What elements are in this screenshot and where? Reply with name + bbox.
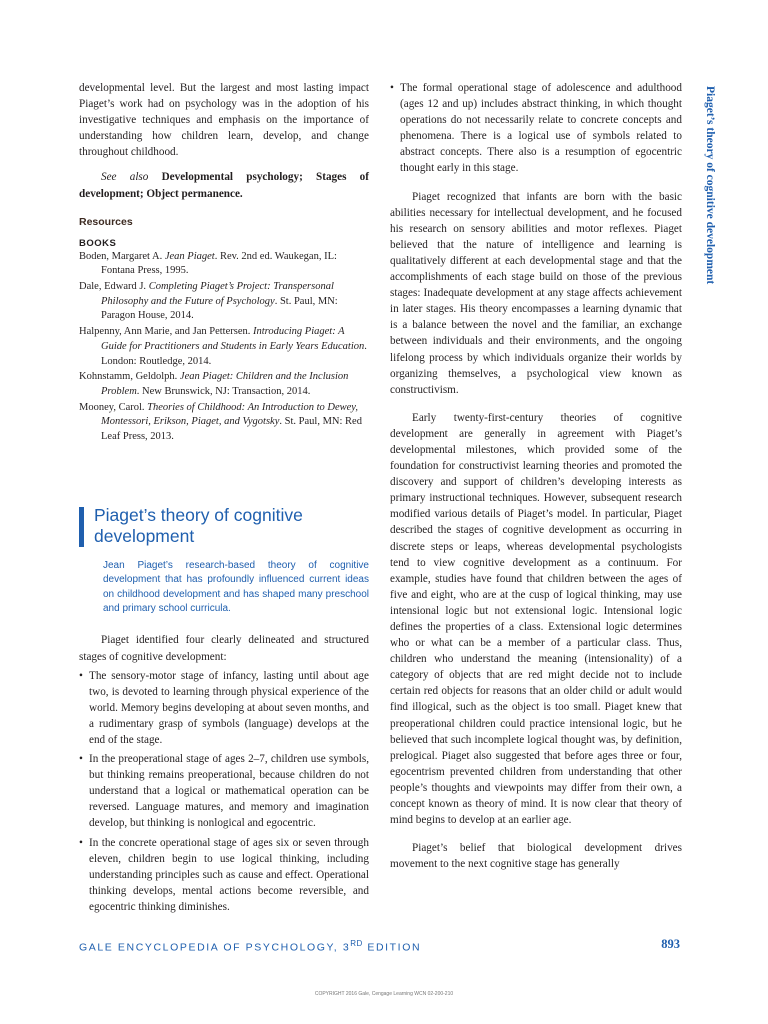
running-head-tab: Piaget’s theory of cognitive development [704, 86, 716, 285]
list-item: • The formal operational stage of adolescence and adulthood (ages 12 and up) includes abstract thinking, in which thought operations do not necessarily relate to concrete concepts and phenomena. There is a logical use of symbols related to abstract concepts. There also is a resumption of egocentric thought early in this stage. [390, 80, 682, 177]
see-also-links: Developmental psychology; Stages of development; Object permanence. [79, 171, 369, 200]
body-paragraph: Piaget recognized that infants are born with the basic abilities necessary for intellectual development, and he focused his research on sensory abilities and motor reflexes. Piaget believed that the nature of intelligence and learning is qualitatively different at each developmental stage and that the accomplishments of each stage build on those of the previous stages: Inadequate development at any stage affects achievement in later stages. His theory encompasses a learning dynamic that is a balance between the novel and the familiar, an exchange between individuals and their environments, and the ongoing lifelong process by which individuals organize their worlds by organizing themselves, a psychological view known as constructivism. [390, 190, 682, 396]
right-column [390, 80, 682, 872]
stage-list [79, 668, 369, 915]
list-item: • In the concrete operational stage of ages six or seven through eleven, children begin to use logical thinking, including understanding principles such as cause and effect. Operational thinking develops, mental actions become reversible, and egocentric thinking diminishes. [79, 835, 369, 915]
footer-publication-title: GALE ENCYCLOPEDIA OF PSYCHOLOGY, 3RD EDITION [79, 939, 422, 954]
article-heading [79, 505, 369, 547]
body-paragraph: Early twenty-first-century theories of cognitive development are generally in agreement with Piaget’s developmental milestones, which provided some of the foundation for constructivist learning theories and promoted the discovery and support of children’s developing interests as primary instructional techniques. However, subsequent research modified various details of Piaget’s model. In particular, Piaget described the stages of cognitive development as occurring in discrete steps or leaps, whereas developmental psychologists tend to view cognitive development as a continuum. For example, studies have found that children between the ages of five and eight, who are at the cusp of logical thinking, may use intensional logic but not extensional logic. Intensional logic defines the properties of a class. Extensional logic determines who or what can be a member of a particular class. Thus, children who understand the meaning (intensionality) of a category of objects that are red might decide not to include certain red objects for reasons that an older child or adult would find illogical, such as the object is too small. Piaget knew that preoperational children could practice intensional logic, but he believed that such incomplete logical thought was, by definition, prelogical. Piaget also suggested that before ages three or four, egocentrism prevented children from understanding that other people’s thoughts and viewpoints may differ from their own, a concept known as theory of mind. It is now clear that theory of mind begins to develop at an earlier age. [390, 411, 682, 827]
book-entry: Kohnstamm, Geldolph. Jean Piaget: Children and the Inclusion Problem. New Brunswick, NJ: Transaction, 2014. [79, 371, 349, 397]
continued-paragraph: developmental level. But the largest and most lasting impact Piaget’s work had on psychology was in the adoption of his investigative techniques and emphasis on the importance of understanding how children learn, develop, and change throughout childhood. [79, 82, 369, 159]
book-entry: Boden, Margaret A. Jean Piaget. Rev. 2nd ed. Waukegan, IL: Fontana Press, 1995. [79, 250, 337, 277]
article-abstract: Jean Piaget’s research-based theory of cognitive development that has profoundly influenced current ideas on childhood development and has shaped many preschool and primary school curricula. [103, 559, 369, 615]
see-also [79, 169, 369, 201]
stage-list-continued [390, 80, 682, 177]
copyright-notice: COPYRIGHT 2016 Gale, Cengage Learning WCN 02-200-210 [314, 991, 454, 997]
article-title: Piaget’s theory of cognitive development [94, 504, 303, 546]
see-also-lead: See also [101, 171, 149, 184]
list-item: • In the preoperational stage of ages 2–7, children use symbols, but thinking remains preoperational, because children do not understand that a logical or mathematical operation can be reversed. Language matures, and memory and imagination develop, but thinking is nonlogical and egocentric. [79, 751, 369, 831]
page-number: 893 [661, 937, 680, 951]
left-column [79, 80, 369, 918]
books-heading: BOOKS [79, 237, 117, 249]
book-entry: Halpenny, Ann Marie, and Jan Pettersen. Introducing Piaget: A Guide for Practitioners and Students in Early Years Education. London: Routledge, 2014. [79, 326, 367, 367]
body-paragraph: Piaget’s belief that biological development drives movement to the next cognitive stage has generally [390, 842, 682, 871]
book-entry: Dale, Edward J. Completing Piaget’s Project: Transpersonal Philosophy and the Future of Psychology. St. Paul, MN: Paragon House, 2014. [79, 281, 338, 322]
list-item: • The sensory-motor stage of infancy, lasting until about age two, is devoted to learning through physical experience of the world. Memory begins developing at about seven months, and a rudimentary grasp of symbols (language) develops at the end of the stage. [79, 668, 369, 748]
book-entry: Mooney, Carol. Theories of Childhood: An Introduction to Dewey, Montessori, Erikson, Piaget, and Vygotsky. St. Paul, MN: Red Leaf Press, 2013. [79, 401, 362, 443]
intro-paragraph: Piaget identified four clearly delineated and structured stages of cognitive development: [79, 634, 369, 663]
resources-heading: Resources [79, 215, 133, 228]
